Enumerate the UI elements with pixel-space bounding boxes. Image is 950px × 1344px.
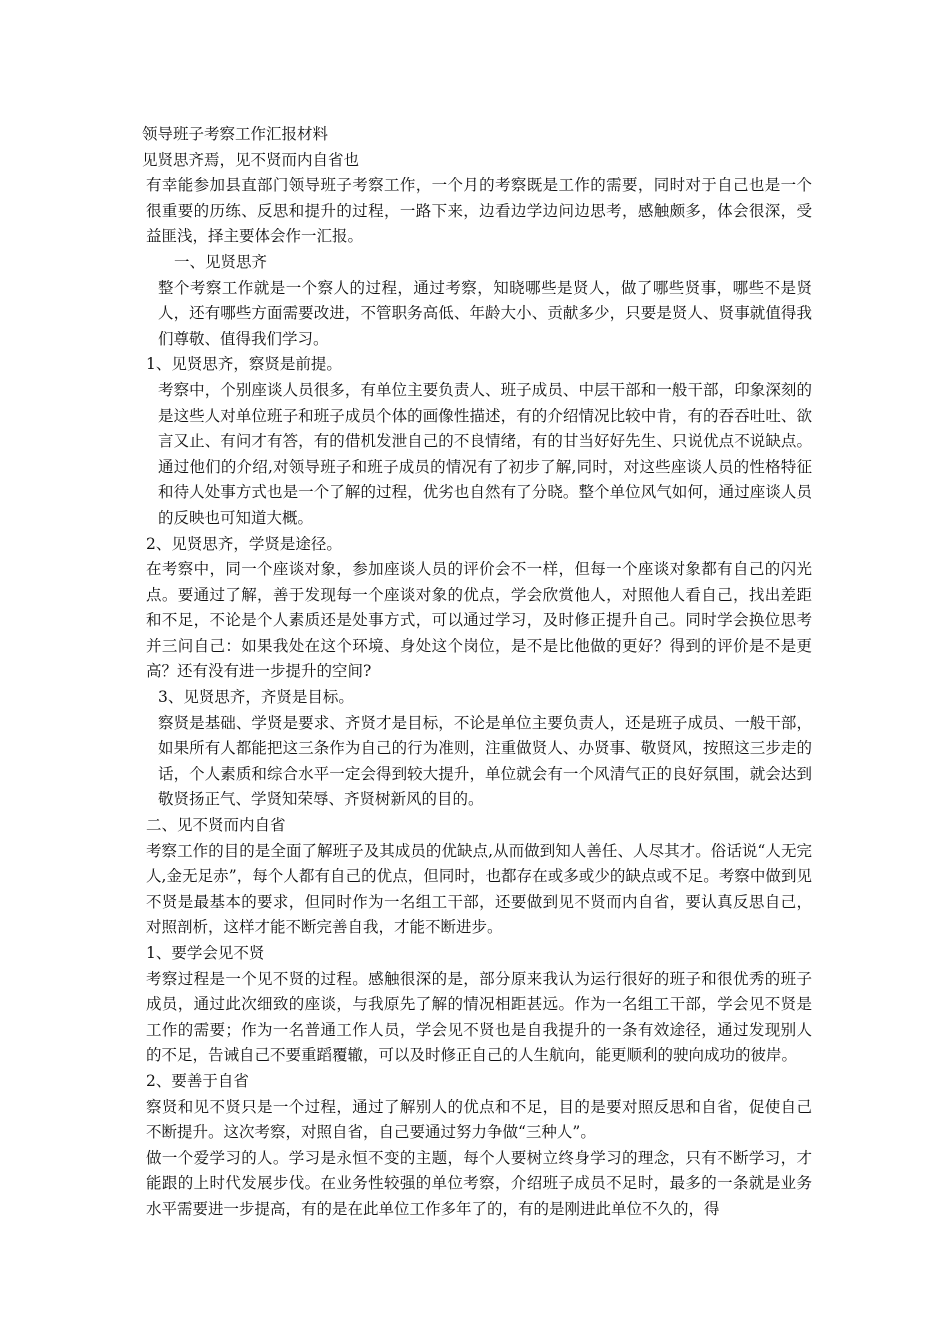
intro-paragraph: 有幸能参加县直部门领导班子考察工作，一个月的考察既是工作的需要，同时对于自己也是一个很重要的历练、反思和提升的过程，一路下来，边看边学边问边思考，感触颇多，体会很深，受益匪浅，择主要体会作一汇报。	[146, 176, 812, 246]
section1-heading: 一、见贤思齐	[174, 252, 268, 271]
section2-sub1-heading: 1、要学会见不贤	[146, 944, 265, 962]
section1-paragraph: 整个考察工作就是一个察人的过程，通过考察，知晓哪些是贤人，做了哪些贤事，哪些不是贤人，还有哪些方面需要改进，不管职务高低、年龄大小、贡献多少，只要是贤人、贤事就值得我们尊敬、值得我们学习。	[158, 278, 812, 348]
document-title: 领导班子考察工作汇报材料	[142, 125, 329, 143]
document-page	[142, 122, 812, 1223]
section2-sub2-paragraph-2: 做一个爱学习的人。学习是永恒不变的主题，每个人要树立终身学习的理念，只有不断学习，才能跟的上时代发展步伐。在业务性较强的单位考察，介绍班子成员不足时，最多的一条就是业务水平需要进一步提高，有的是在此单位工作多年了的，有的是刚进此单位不久的，得	[146, 1148, 812, 1218]
section2-heading: 二、见不贤而内自省	[146, 816, 286, 835]
section2-sub2-paragraph: 察贤和见不贤只是一个过程，通过了解别人的优点和不足，目的是要对照反思和自省，促使自己不断提升。这次考察，对照自省，自己要通过努力争做“三种人”。	[146, 1097, 812, 1142]
section2-sub1-paragraph: 考察过程是一个见不贤的过程。感触很深的是，部分原来我认为运行很好的班子和很优秀的班子成员，通过此次细致的座谈，与我原先了解的情况相距甚远。作为一名组工干部，学会见不贤是工作的需要；作为一名普通工作人员，学会见不贤也是自我提升的一条有效途径，通过发现别人的不足，告诫自己不要重蹈覆辙，可以及时修正自己的人生航向，能更顺利的驶向成功的彼岸。	[146, 969, 812, 1065]
section2-sub2-heading: 2、要善于自省	[146, 1071, 249, 1090]
section1-sub3-heading: 3、见贤思齐，齐贤是目标。	[158, 688, 354, 707]
section1-sub3-paragraph: 察贤是基础、学贤是要求、齐贤才是目标，不论是单位主要负责人，还是班子成员、一般干部，如果所有人都能把这三条作为自己的行为准则，注重做贤人、办贤事、敬贤风，按照这三步走的话，个人素质和综合水平一定会得到较大提升，单位就会有一个风清气正的良好氛围，就会达到敬贤扬正气、学贤知荣辱、齐贤树新风的目的。	[158, 713, 812, 809]
section1-sub2-paragraph: 在考察中，同一个座谈对象，参加座谈人员的评价会不一样，但每一个座谈对象都有自己的闪光点。要通过了解，善于发现每一个座谈对象的优点，学会欣赏他人，对照他人看自己，找出差距和不足，不论是个人素质还是处事方式，可以通过学习，及时修正提升自己。同时学会换位思考并三问自己：如果我处在这个环境、身处这个岗位，是不是比他做的更好？得到的评价是不是更高？还有没有进一步提升的空间?	[146, 560, 812, 681]
section1-sub2-heading: 2、见贤思齐，学贤是途径。	[146, 534, 342, 553]
section2-paragraph: 考察工作的目的是全面了解班子及其成员的优缺点,从而做到知人善任、人尽其才。俗话说“人无完人,金无足赤”，每个人都有自己的优点，但同时，也都存在或多或少的缺点或不足。考察中做到见不贤是最基本的要求，但同时作为一名组工干部，还要做到见不贤而内自省，要认真反思自己，对照剖析，这样才能不断完善自我，才能不断进步。	[146, 841, 812, 937]
document-subtitle: 见贤思齐焉，见不贤而内自省也	[142, 150, 360, 169]
section1-sub1-heading: 1、见贤思齐，察贤是前提。	[146, 355, 342, 374]
section1-sub1-paragraph: 考察中，个别座谈人员很多，有单位主要负责人、班子成员、中层干部和一般干部，印象深刻的是这些人对单位班子和班子成员个体的画像性描述，有的介绍情况比较中肯，有的吞吞吐吐、欲言又止、有问才有答，有的借机发泄自己的不良情绪，有的甘当好好先生、只说优点不说缺点。通过他们的介绍,对领导班子和班子成员的情况有了初步了解,同时，对这些座谈人员的性格特征和待人处事方式也是一个了解的过程，优劣也自然有了分晓。整个单位风气如何，通过座谈人员的反映也可知道大概。	[158, 380, 812, 527]
